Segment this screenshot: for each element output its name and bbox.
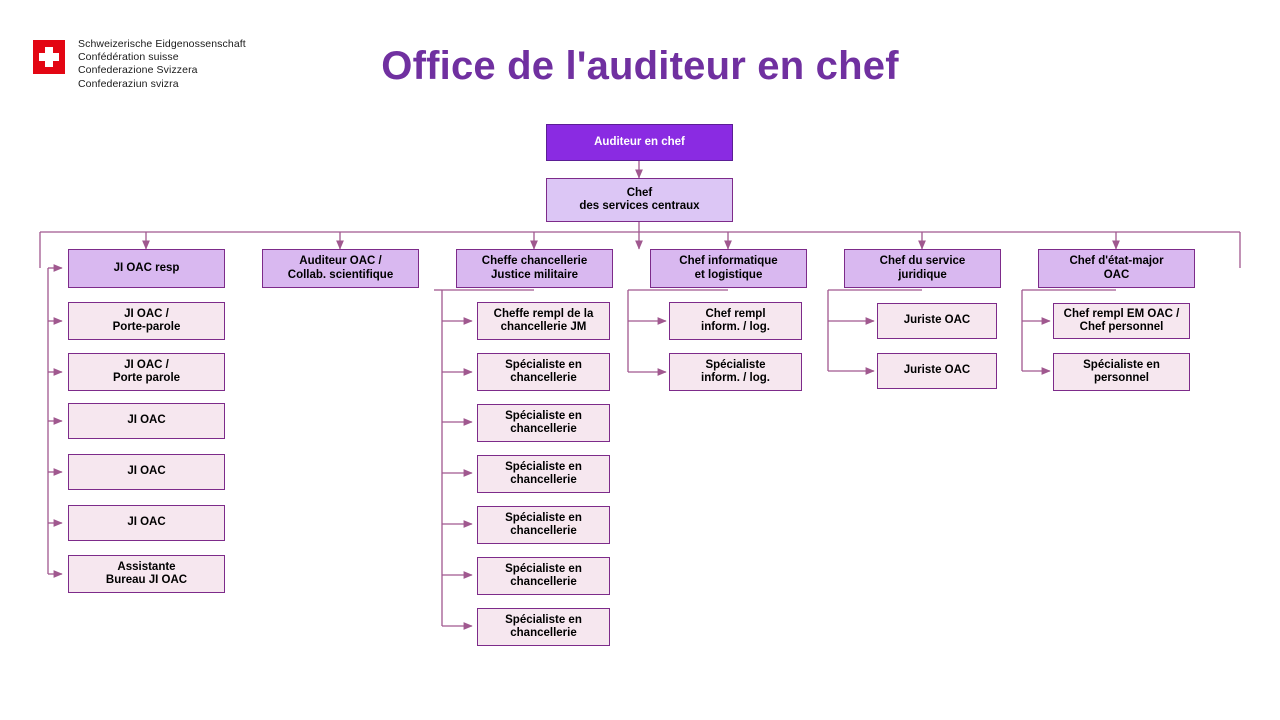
node-label: Cheffe rempl de la chancellerie JM: [493, 307, 594, 333]
node-head-ji-oac-resp[interactable]: [68, 249, 225, 288]
node-juriste-oac-1[interactable]: [877, 303, 997, 339]
node-specialiste-chancellerie-3[interactable]: [477, 455, 610, 493]
node-head-auditeur-oac[interactable]: [262, 249, 419, 288]
logo-line-rm: Confederaziun svizra: [78, 77, 179, 90]
node-label: Spécialiste inform. / log.: [701, 358, 770, 384]
node-specialiste-chancellerie-1[interactable]: [477, 353, 610, 391]
node-specialiste-chancellerie-2[interactable]: [477, 404, 610, 442]
node-head-cheffe-chancellerie[interactable]: [456, 249, 613, 288]
node-label: Spécialiste en chancellerie: [505, 511, 582, 537]
logo-line-fr: Confédération suisse: [78, 51, 179, 64]
node-label: JI OAC resp: [113, 261, 180, 274]
node-label: Auditeur en chef: [594, 135, 685, 148]
node-head-chef-informatique[interactable]: [650, 249, 807, 288]
node-head-chef-service-juridique[interactable]: [844, 249, 1001, 288]
node-label: Spécialiste en chancellerie: [505, 562, 582, 588]
node-specialiste-chancellerie-4[interactable]: [477, 506, 610, 544]
node-label: Chef des services centraux: [579, 186, 700, 212]
node-label: Cheffe chancellerie Justice militaire: [481, 255, 588, 281]
node-ji-oac-porte-parole-1[interactable]: [68, 302, 225, 340]
node-label: Chef du service juridique: [879, 255, 966, 281]
node-specialiste-chancellerie-6[interactable]: [477, 608, 610, 646]
node-assistante-bureau-ji-oac[interactable]: [68, 555, 225, 593]
node-label: Spécialiste en personnel: [1083, 358, 1160, 384]
node-specialiste-personnel[interactable]: [1053, 353, 1190, 391]
node-label: Chef rempl EM OAC / Chef personnel: [1063, 307, 1180, 333]
node-specialiste-chancellerie-5[interactable]: [477, 557, 610, 595]
node-chef-services-centraux[interactable]: [546, 178, 733, 222]
node-label: Juriste OAC: [903, 364, 971, 377]
node-label: JI OAC: [127, 414, 166, 427]
node-specialiste-informatique[interactable]: [669, 353, 802, 391]
node-label: Chef d'état-major OAC: [1069, 255, 1164, 281]
node-label: Chef informatique et logistique: [679, 255, 778, 281]
node-auditeur-en-chef[interactable]: [546, 124, 733, 161]
node-juriste-oac-2[interactable]: [877, 353, 997, 389]
node-ji-oac-porte-parole-2[interactable]: [68, 353, 225, 391]
node-cheffe-rempl-chancellerie[interactable]: [477, 302, 610, 340]
page-title: Office de l'auditeur en chef: [381, 44, 899, 88]
node-label: Spécialiste en chancellerie: [505, 460, 582, 486]
node-ji-oac-1[interactable]: [68, 403, 225, 439]
node-ji-oac-3[interactable]: [68, 505, 225, 541]
node-ji-oac-2[interactable]: [68, 454, 225, 490]
node-head-chef-etat-major[interactable]: [1038, 249, 1195, 288]
node-label: Spécialiste en chancellerie: [505, 613, 582, 639]
node-label: JI OAC / Porte parole: [112, 358, 181, 384]
node-label: Spécialiste en chancellerie: [505, 358, 582, 384]
node-label: Juriste OAC: [903, 314, 971, 327]
node-chef-rempl-em-oac[interactable]: [1053, 303, 1190, 339]
node-label: Auditeur OAC / Collab. scientifique: [287, 255, 394, 281]
node-label: JI OAC: [127, 465, 166, 478]
node-label: JI OAC: [127, 516, 166, 529]
node-chef-rempl-informatique[interactable]: [669, 302, 802, 340]
node-label: Assistante Bureau JI OAC: [105, 560, 188, 586]
node-label: Chef rempl inform. / log.: [701, 307, 770, 333]
node-label: Spécialiste en chancellerie: [505, 409, 582, 435]
logo-line-de: Schweizerische Eidgenossenschaft: [78, 38, 246, 50]
node-label: JI OAC / Porte-parole: [112, 307, 181, 333]
logo-line-it: Confederazione Svizzera: [78, 64, 198, 77]
